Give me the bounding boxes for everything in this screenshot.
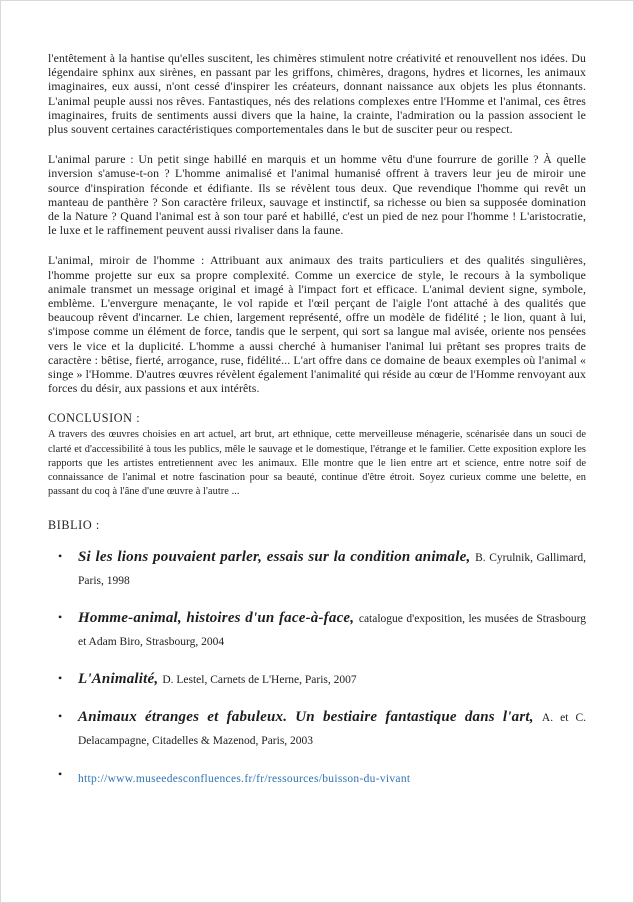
- biblio-entry: [78, 668, 586, 691]
- paragraph-animal-parure: L'animal parure : Un petit singe habillé en marquis et un homme vêtu d'une fourrure de gorille ? À quelle inversion s'amuse-t-on ? L'homme animalisé et l'animal humanisé offrent à travers leur jeu de miroir une source d'inspiration féconde et édifiante. Ils se révèlent tous deux. Que revendique l'homme qui revêt un manteau de panthère ? Son caractère frileux, sauvage et instinctif, sa richesse ou bien sa supposée domination de la Nature ? Quand l'animal est à son tour paré et habillé, c'est un pied de nez pour l'homme ! L'aristocratie, le luxe et le raffinement peuvent aussi rivaliser dans la faune.: [48, 152, 586, 238]
- biblio-item-lions: [48, 546, 586, 592]
- biblio-list: [48, 546, 586, 788]
- biblio-detail: D. Lestel, Carnets de L'Herne, Paris, 2007: [162, 674, 357, 687]
- biblio-detail: A. et C. Delacampagne, Citadelles & Mazenod, Paris, 2003: [78, 712, 587, 748]
- biblio-link[interactable]: http://www.museedesconfluences.fr/fr/ressources/buisson-du-vivant: [78, 773, 411, 786]
- biblio-item-homme-animal: [48, 607, 586, 653]
- conclusion-heading: CONCLUSION :: [48, 411, 141, 426]
- biblio-item-animalite: [48, 668, 586, 691]
- bullet-icon: •: [58, 767, 63, 782]
- biblio-title: Si les lions pouvaient parler, essais sur la condition animale,: [78, 549, 471, 566]
- bullet-icon: •: [58, 610, 63, 625]
- conclusion-paragraph: A travers des œuvres choisies en art actuel, art brut, art ethnique, cette merveilleuse ménagerie, scénarisée dans un souci de clarté et d'accessibilité à tous les publics, mêle le sauvage et le domestique, l'étrange et le familier. Cette exposition explore les rapports que les artistes entretiennent avec les animaux. Elle montre que le lien entre art et science, entre notre soif de connaissance de l'animal et notre fascination pour sa beauté, continue d'être étroit. Soyez curieux comme une belette, en passant du coq à l'âne d'une œuvre à l'autre ...: [48, 429, 586, 498]
- biblio-title: Homme-animal, histoires d'un face-à-face,: [78, 610, 355, 627]
- biblio-item-bestiaire: [48, 706, 586, 752]
- biblio-entry: [78, 706, 586, 752]
- bullet-icon: •: [58, 709, 63, 724]
- biblio-detail: catalogue d'exposition, les musées de Strasbourg et Adam Biro, Strasbourg, 2004: [78, 613, 586, 649]
- biblio-title: Animaux étranges et fabuleux. Un bestiaire fantastique dans l'art,: [78, 709, 534, 726]
- biblio-title: L'Animalité,: [78, 671, 159, 688]
- biblio-detail: B. Cyrulnik, Gallimard, Paris, 1998: [78, 552, 587, 588]
- biblio-entry: [78, 767, 586, 788]
- paragraph-animal-miroir: L'animal, miroir de l'homme : Attribuant aux animaux des traits particuliers et des qualités singulières, l'homme projette sur eux sa propre complexité. Comme un exercice de style, le recours à la symbolique animale transmet un message original et imagé à l'impact fort et efficace. L'animal devient signe, symbole, emblème. L'envergure menaçante, le vol rapide et l'œil perçant de l'aigle l'ont attaché à des qualités que beaucoup rêvent d'incarner. Le chien, largement représenté, offre un modèle de fidélité ; le lion, quant à lui, s'impose comme un élément de force, tandis que le serpent, qui sort sa langue mal avisée, oriente nos pensées vers le vice et la duplicité. L'homme a aussi cherché à humaniser l'animal lui prêtant ses propres traits de caractère : bêtise, fierté, arrogance, ruse, fidélité... L'art offre dans ce domaine de beaux exemples où l'animal « singe » l'Homme. D'autres œuvres révèlent également l'animalité qui réside au cœur de l'Homme renvoyant aux forces du désir, aux passions et aux intérêts.: [48, 253, 586, 396]
- biblio-entry: [78, 607, 586, 653]
- biblio-item-link: [48, 767, 586, 788]
- bullet-icon: •: [58, 671, 63, 686]
- biblio-entry: [78, 546, 586, 592]
- paragraph-chimeras: l'entêtement à la hantise qu'elles suscitent, les chimères stimulent notre créativité et renouvellent nos idées. Du légendaire sphinx aux sirènes, en passant par les griffons, chimères, dragons, hydres et licornes, les animaux imaginaires, eux aussi, n'ont cessé d'inspirer les créateurs, donnant naissance aux objets les plus étonnants. L'animal peuple aussi nos rêves. Fantastiques, nés des relations complexes entre l'Homme et l'animal, ces êtres imaginaires, fruits de sentiments aussi divers que la haine, la crainte, l'admiration ou la passion associent le plus souvent certaines caractéristiques comportementales dans le but de susciter peur ou respect.: [48, 51, 586, 137]
- biblio-heading: BIBLIO :: [48, 518, 100, 533]
- bullet-icon: •: [58, 549, 63, 564]
